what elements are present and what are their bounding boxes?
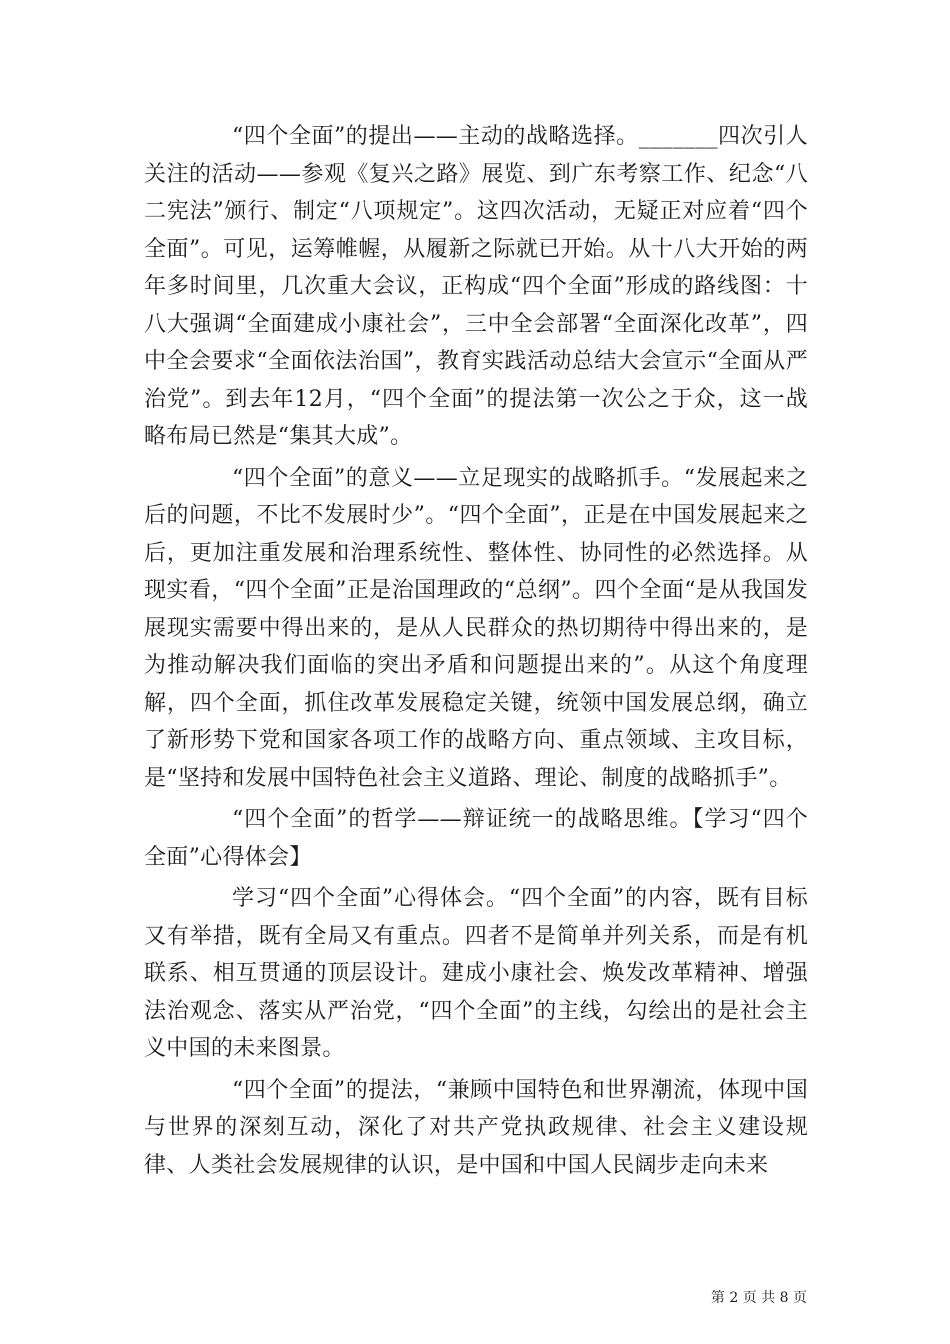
document-body xyxy=(144,118,808,1184)
paragraph-proposal: “四个全面”的提出——主动的战略选择。_______四次引人关注的活动——参观《复兴之路》展览、到广东考察工作、纪念“八二宪法”颁行、制定“八项规定”。这四次活动，无疑正对应着“四个全面”。可见，运筹帷幄，从履新之际就已开始。从十八大开始的两年多时间里，几次重大会议，正构成“四个全面”形成的路线图：十八大强调“全面建成小康社会”，三中全会部署“全面深化改革”，四中全会要求“全面依法治国”，教育实践活动总结大会宣示“全面从严治党”。到去年12月，“四个全面”的提法第一次公之于众，这一战略布局已然是“集其大成”。 xyxy=(144,124,808,449)
paragraph-study-experience: 学习“四个全面”心得体会。“四个全面”的内容，既有目标又有举措，既有全局又有重点。四者不是简单并列关系，而是有机联系、相互贯通的顶层设计。建成小康社会、焕发改革精神、增强法治观念、落实从严治党，“四个全面”的主线，勾绘出的是社会主义中国的未来图景。 xyxy=(144,886,808,1061)
paragraph-formulation: “四个全面”的提法，“兼顾中国特色和世界潮流，体现中国与世界的深刻互动，深化了对共产党执政规律、社会主义建设规律、人类社会发展规律的认识，是中国和中国人民阔步走向未来 xyxy=(144,1077,808,1178)
page-number-footer: 第 2 页 共 8 页 xyxy=(710,1290,807,1306)
paragraph-significance: “四个全面”的意义——立足现实的战略抓手。“发展起来之后的问题，不比不发展时少”。“四个全面”，正是在中国发展起来之后，更加注重发展和治理系统性、整体性、协同性的必然选择。从现实看，“四个全面”正是治国理政的“总纲”。四个全面“是从我国发展现实需要中得出来的，是从人民群众的热切期待中得出来的，是为推动解决我们面临的突出矛盾和问题提出来的”。从这个角度理解，四个全面，抓住改革发展稳定关键，统领中国发展总纲，确立了新形势下党和国家各项工作的战略方向、重点领域、主攻目标，是“坚持和发展中国特色社会主义道路、理论、制度的战略抓手”。 xyxy=(144,465,808,791)
paragraph-philosophy: “四个全面”的哲学——辩证统一的战略思维。【学习“四个全面”心得体会】 xyxy=(144,807,808,870)
